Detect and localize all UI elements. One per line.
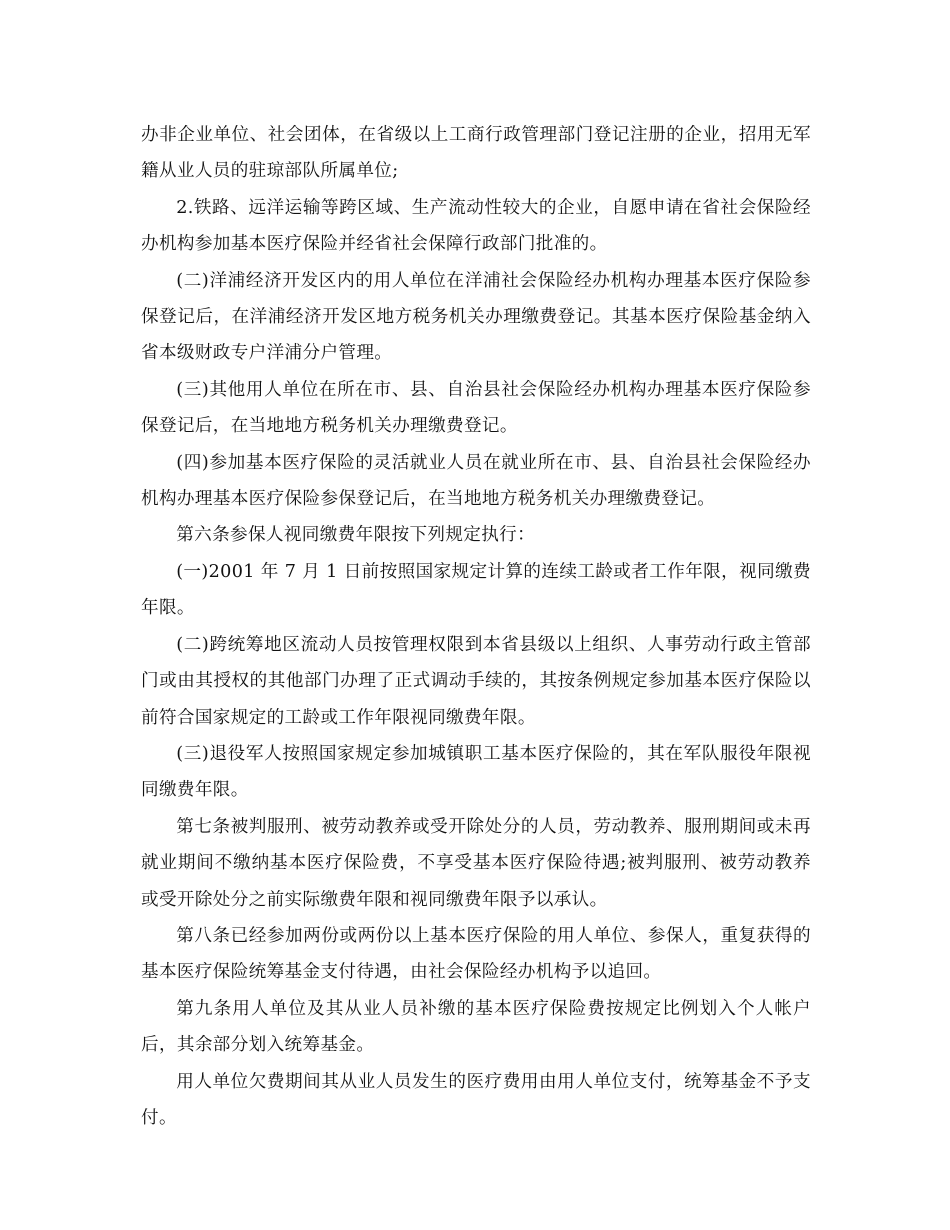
paragraph-8: (二)跨统筹地区流动人员按管理权限到本省县级以上组织、人事劳动行政主管部门或由其授权的其他部门办理了正式调动手续的，其按条例规定参加基本医疗保险以前符合国家规定的工龄或工作年限视同缴费年限。 [141,634,811,728]
article-6-heading: 第六条参保人视同缴费年限按下列规定执行： [176,525,536,546]
paragraph-3: (二)洋浦经济开发区内的用人单位在洋浦社会保险经办机构办理基本医疗保险参保登记后，在洋浦经济开发区地方税务机关办理缴费登记。其基本医疗保险基金纳入省本级财政专户洋浦分户管理。 [141,270,811,364]
article-7: 第七条被判服刑、被劳动教养或受开除处分的人员，劳动教养、服刑期间或未再就业期间不缴纳基本医疗保险费，不享受基本医疗保险待遇;被判服刑、被劳动教养或受开除处分之前实际缴费年限和视同缴费年限予以承认。 [141,816,811,910]
paragraph-2: 2.铁路、远洋运输等跨区域、生产流动性较大的企业，自愿申请在省社会保险经办机构参加基本医疗保险并经省社会保障行政部门批准的。 [141,197,811,255]
document-body [141,117,811,1136]
article-8: 第八条已经参加两份或两份以上基本医疗保险的用人单位、参保人，重复获得的基本医疗保险统筹基金支付待遇，由社会保险经办机构予以追回。 [141,925,811,983]
paragraph-4: (三)其他用人单位在所在市、县、自治县社会保险经办机构办理基本医疗保险参保登记后，在当地地方税务机关办理缴费登记。 [141,379,811,437]
paragraph-9: (三)退役军人按照国家规定参加城镇职工基本医疗保险的，其在军队服役年限视同缴费年限。 [141,743,811,801]
paragraph-1: 办非企业单位、社会团体，在省级以上工商行政管理部门登记注册的企业，招用无军籍从业人员的驻琼部队所属单位; [141,125,811,182]
paragraph-7: (一)2001 年 7 月 1 日前按照国家规定计算的连续工龄或者工作年限，视同缴费年限。 [141,561,811,619]
paragraph-5: (四)参加基本医疗保险的灵活就业人员在就业所在市、县、自治县社会保险经办机构办理基本医疗保险参保登记后，在当地地方税务机关办理缴费登记。 [141,452,811,510]
paragraph-13: 用人单位欠费期间其从业人员发生的医疗费用由用人单位支付，统筹基金不予支付。 [141,1071,811,1128]
article-9: 第九条用人单位及其从业人员补缴的基本医疗保险费按规定比例划入个人帐户后，其余部分划入统筹基金。 [141,998,811,1056]
